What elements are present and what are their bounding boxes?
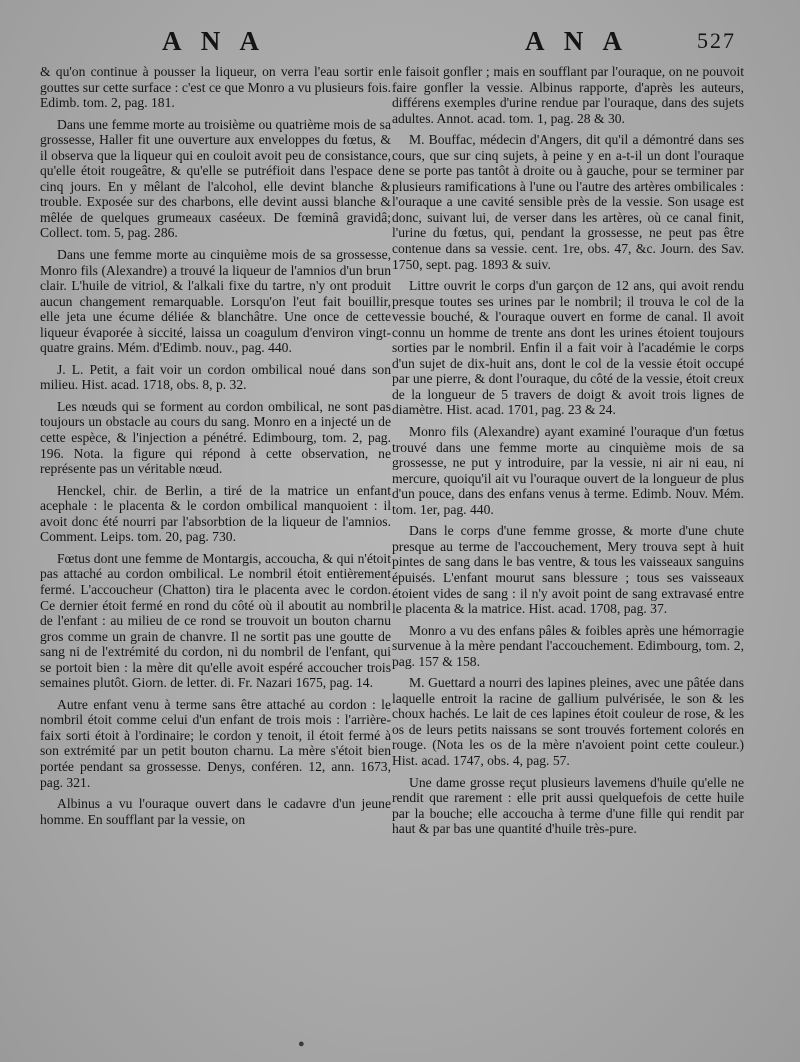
paragraph: J. L. Petit, a fait voir un cordon ombilical noué dans son milieu. Hist. acad. 1718, obs. 8, p. 32. — [40, 361, 391, 393]
paragraph: Dans le corps d'une femme grosse, & morte d'une chute presque au terme de l'accouchement, Mery trouva sept à huit pintes de sang dans le bas ventre, & tous les vaisseaux sanguins épuisés. L'enfant mourut sans blessure ; tous ses vaisseaux étoient vides de sang : il n'y avoit point de sang extravasé entre le placenta & la matrice. Hist. acad. 1708, pag. 37. — [392, 523, 744, 617]
page-smudge-mark: ● — [298, 1038, 305, 1050]
paragraph: Autre enfant venu à terme sans être attaché au cordon : le nombril étoit comme celui d'un enfant de trois mois : l'arrière-faix sorti étoit à l'ordinaire; le cordon y tenoit, il étoit fermé à son extrémité par un petit bouton charnu. La mère s'étoit bien portée pendant sa grossesse. Denys, conféren. 12, ann. 1673, pag. 321. — [40, 696, 391, 790]
paragraph: & qu'on continue à pousser la liqueur, on verra l'eau sortir en gouttes sur cette surface : c'est ce que Monro a vu plusieurs fois. Edimb. tom. 2, pag. 181. — [40, 64, 391, 111]
paragraph: Les nœuds qui se forment au cordon ombilical, ne sont pas toujours un obstacle au cours du sang. Monro en a injecté un de cette espèce, & l'injection a pénétré. Edimbourg, tom. 2, pag. 196. Nota. la figure qui répond à cette observation, ne représente pas un véritable nœud. — [40, 398, 391, 477]
paragraph: Henckel, chir. de Berlin, a tiré de la matrice un enfant acephale : le placenta & le cordon ombilical manquoient : il avoit donc été nourri par l'absorbtion de la liqueur de l'amnios. Comment. Leips. tom. 20, pag. 730. — [40, 482, 391, 545]
paragraph: Monro a vu des enfans pâles & foibles après une hémorragie survenue à la mère pendant l'accouchement. Edimbourg, tom. 2, pag. 157 & 158. — [392, 622, 744, 669]
paragraph: Fœtus dont une femme de Montargis, accoucha, & qui n'étoit pas attaché au cordon ombilical. Le nombril étoit entièrement fermé. L'accoucheur (Chatton) tira le placenta avec le cordon. Ce dernier étoit fermé en rond du côté où il aboutit au nombril de l'enfant : au milieu de ce rond se trouvoit un bouton charnu gros comme un grain de chanvre. Il ne sortit pas une goutte de sang ni de l'extrémité du cordon, ni du nombril de l'enfant, qui se portoit bien : la mère dit qu'elle avoit espéré accoucher trois semaines plutôt. Giorn. de letter. di. Fr. Nazari 1675, pag. 14. — [40, 550, 391, 691]
paragraph: Dans une femme morte au troisième ou quatrième mois de sa grossesse, Haller fit une ouverture aux enveloppes du fœtus, & il observa que la liqueur qui en couloit avoit peu de consistance, qu'elle étoit rougeâtre, & qu'elle se putréfioit dans l'espace de cinq jours. En y mêlant de l'alcohol, elle devint blanche & trouble. Exposée sur des charbons, elle devint aussi blanche & mêlée de quelques grumeaux caséeux. De fœminâ gravidâ; Collect. tom. 5, pag. 286. — [40, 116, 391, 241]
paragraph: Albinus a vu l'ouraque ouvert dans le cadavre d'un jeune homme. En soufflant par la vessie, on — [40, 796, 391, 827]
right-column — [392, 64, 744, 837]
paragraph: Monro fils (Alexandre) ayant examiné l'ouraque d'un fœtus trouvé dans une femme morte au cinquième mois de sa grossesse, ne put y introduire, par la vessie, ni air ni eau, ni mercure, quoiqu'il ait vu l'ouraque ouvert de la longueur de plus d'un pouce, dans des enfans venus à terme. Edimb. Nouv. Mém. tom. 1er, pag. 440. — [392, 424, 744, 517]
paragraph: Une dame grosse reçut plusieurs lavemens d'huile qu'elle ne rendit que rarement : elle prit aussi quelquefois de cette huile par la bouche; elle accoucha à terme d'une fille qui rendit par haut & par bas une quantité d'huile très-pure. — [392, 774, 744, 837]
header-right-title: A N A — [525, 26, 630, 56]
paragraph: Dans une femme morte au cinquième mois de sa grossesse, Monro fils (Alexandre) a trouvé la liqueur de l'amnios d'un brun clair. L'huile de vitriol, & l'alkali fixe du tartre, n'y ont produit aucun changement remarquable. Lorsqu'on l'eut fait bouillir, elle jeta une écume déliée & blanchâtre. Une once de cette liqueur évaporée à siccité, laissa un coagulum d'environ vingt-quatre grains. Mém. d'Edimb. nouv., pag. 440. — [40, 247, 391, 356]
paragraph: le faisoit gonfler ; mais en soufflant par l'ouraque, on ne pouvoit faire gonfler la vessie. Albinus rapporte, d'après les auteurs, différens exemples d'urine rendue par l'ouraque, dans des sujets adultes. Annot. acad. tom. 1, pag. 28 & 30. — [392, 64, 744, 126]
paragraph: M. Guettard a nourri des lapines pleines, avec une pâtée dans laquelle entroit la racine de gallium pulvérisée, le son & les choux hachés. Le lait de ces lapines étoit couleur de rose, & les os de leurs petits naissans se sont trouvés fortement colorés en rouge. (Nota les os de la mère n'avoient point cette couleur.) Hist. acad. 1747, obs. 4, pag. 57. — [392, 675, 744, 768]
left-column — [40, 64, 391, 827]
paragraph: Littre ouvrit le corps d'un garçon de 12 ans, qui avoit rendu presque toutes ses urines par le nombril; il trouva le col de la vessie bouché, & l'ouraque ouvert en forme de canal. Il avoit connu un homme de trente ans dont les urines étoient toujours sorties par le nombril. Enfin il a fait voir à l'académie le corps d'un sujet de dix-huit ans, dont le col de la vessie étoit occupé par une pierre, & dont l'ouraque, du côté de la vessie, étoit creux de la longueur de 5 travers de doigt & avoit trois lignes de diamètre. Hist. acad. 1701, pag. 23 & 24. — [392, 278, 744, 418]
running-header — [0, 26, 800, 66]
header-left-title: A N A — [162, 26, 267, 56]
page-number: 527 — [697, 28, 736, 53]
paragraph: M. Bouffac, médecin d'Angers, dit qu'il a démontré dans ses cours, que sur cinq sujets, à peine y en a-t-il un dont l'ouraque ne se porte pas tantôt à droite ou à gauche, pour se terminer par plusieurs ramifications à l'une ou l'autre des artères ombilicales : l'ouraque a une cavité sensible près de la vessie. Son usage est donc, suivant lui, de verser dans les artères, où ce canal finit, l'urine du fœtus, qui, pendant la grossesse, ne peut pas être contenue dans sa vessie. cent. 1re, obs. 47, &c. Journ. des Sav. 1750, sept. pag. 1893 & suiv. — [392, 132, 744, 272]
